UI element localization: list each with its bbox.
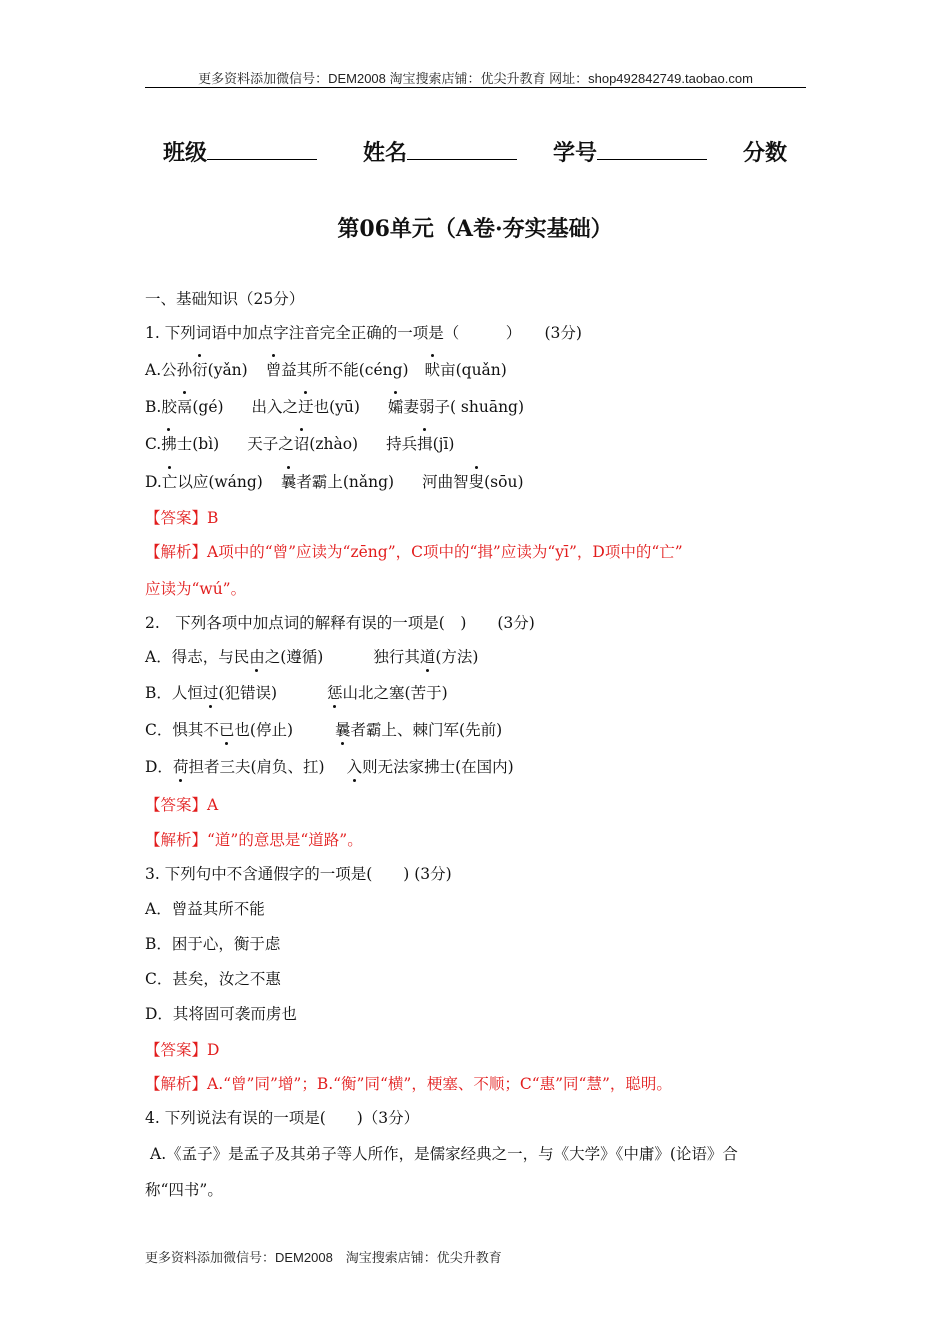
text: 士(bì) — [176, 435, 220, 453]
text: 河曲智 — [422, 473, 469, 491]
q3-option-b: B．困于心，衡于虑 — [145, 935, 281, 953]
q4-option-a-line1: A.《孟子》是孟子及其弟子等人所作，是儒家经典之一，与《大学》《中庸》(论语》合 — [150, 1145, 738, 1163]
q2-option-b — [145, 681, 448, 703]
q1-answer: 【答案】B — [145, 509, 219, 527]
student-id-blank[interactable] — [597, 139, 707, 160]
text: (zhào) — [309, 435, 359, 453]
dotted-char: 衍 — [192, 358, 208, 380]
text: 山北之塞(苦于) — [342, 684, 448, 702]
text: 持兵 — [386, 435, 418, 453]
name-label: 姓名 — [363, 140, 408, 166]
dotted-char: 过 — [203, 681, 219, 703]
q1-stem: 1. 下列词语中加点字注音完全正确的一项是（ ） (3分) — [145, 324, 582, 342]
q3-stem: 3. 下列句中不含通假字的一项是( ) (3分) — [145, 865, 452, 883]
text: B.胶 — [145, 398, 177, 416]
q2-option-c — [145, 718, 502, 740]
text: 出入之 — [251, 398, 299, 416]
dotted-char: 入 — [347, 755, 363, 777]
score-field — [743, 136, 787, 167]
dotted-char: 孀 — [388, 395, 404, 417]
dotted-char: 曾 — [266, 358, 282, 380]
q3-option-c: C．甚矣，汝之不惠 — [145, 970, 281, 988]
q1-option-d — [145, 470, 524, 492]
q1-option-b — [145, 395, 524, 417]
q2-option-d — [145, 755, 514, 777]
q1-analysis-line2: 应读为“wú”。 — [145, 580, 247, 598]
q3-option-d: D．其将固可袭而虏也 — [145, 1005, 297, 1023]
text: 以应(wáng) — [177, 473, 263, 491]
q4-option-a-line2: 称“四书”。 — [145, 1181, 223, 1199]
text: A．得志，与民 — [145, 648, 250, 666]
dotted-char: 由 — [249, 645, 265, 667]
q2-option-a — [145, 645, 478, 667]
text: B．人恒 — [145, 684, 203, 702]
text: (jī) — [432, 435, 455, 453]
text: 者霸上、棘门军(先前) — [350, 721, 503, 739]
name-field — [363, 136, 517, 167]
text: 也(停止) — [234, 721, 293, 739]
text: 之(遵循) — [264, 648, 324, 666]
text: (gé) — [192, 398, 224, 416]
q1-option-a — [145, 358, 507, 380]
text: C. — [145, 435, 162, 453]
dotted-char: 拂 — [161, 432, 177, 454]
text: (yǎn) — [207, 361, 248, 379]
dotted-char: 鬲 — [177, 395, 193, 417]
dotted-char: 亡 — [162, 470, 178, 492]
text: 妻弱子( shuāng) — [403, 398, 525, 416]
dotted-char: 诏 — [294, 432, 310, 454]
q2-answer: 【答案】A — [145, 796, 219, 814]
dotted-char: 已 — [219, 718, 235, 740]
text: 独行其 — [373, 648, 420, 666]
class-label: 班级 — [163, 140, 208, 166]
q1-analysis-line1: 【解析】A项中的“曾”应读为“zēng”，C项中的“揖”应读为“yī”，D项中的“亡” — [145, 543, 683, 561]
dotted-char: 惩 — [327, 681, 343, 703]
text: C．惧其不 — [145, 721, 219, 739]
q4-stem: 4. 下列说法有误的一项是( )（3分） — [145, 1109, 420, 1127]
q2-stem: 2. 下列各项中加点词的解释有误的一项是( ) (3分) — [145, 614, 535, 632]
class-field — [163, 136, 317, 167]
student-id-field — [553, 136, 707, 167]
text: D． — [145, 758, 173, 776]
header-divider — [145, 87, 806, 88]
dotted-char: 荷 — [173, 755, 189, 777]
text: 则无法家拂士(在国内) — [362, 758, 514, 776]
text: (方法) — [435, 648, 479, 666]
text: (犯错误) — [218, 684, 278, 702]
dotted-char: 道 — [420, 645, 436, 667]
text: 天子之 — [247, 435, 294, 453]
q3-option-a: A．曾益其所不能 — [145, 900, 265, 918]
page-header: 更多资料添加微信号：DEM2008 淘宝搜索店铺：优尖升教育 网址：shop492842749.taobao.com — [198, 71, 753, 86]
text: A.公孙 — [145, 361, 193, 379]
student-id-label: 学号 — [553, 140, 598, 166]
dotted-char: 揖 — [417, 432, 433, 454]
unit-title: 第06单元（A卷·夯实基础） — [337, 216, 613, 242]
text: (sōu) — [484, 473, 524, 491]
dotted-char: 畎 — [425, 358, 441, 380]
name-blank[interactable] — [407, 139, 517, 160]
text: 者霸上(nǎng) — [296, 473, 395, 491]
score-label: 分数 — [743, 140, 788, 166]
page-footer: 更多资料添加微信号：DEM2008 淘宝搜索店铺：优尖升教育 — [145, 1250, 502, 1265]
text: 也(yū) — [313, 398, 360, 416]
dotted-char: 叟 — [469, 470, 485, 492]
text: 亩(quǎn) — [440, 361, 507, 379]
dotted-char: 迂 — [298, 395, 314, 417]
q3-analysis: 【解析】A.“曾”同”增”；B.“衡”同“横”，梗塞、不顺；C“惠”同“慧”，聪明。 — [145, 1075, 672, 1093]
class-blank[interactable] — [207, 139, 317, 160]
dotted-char: 曩 — [281, 470, 297, 492]
q3-answer: 【答案】D — [145, 1041, 220, 1059]
text: 担者三夫(肩负、扛) — [188, 758, 325, 776]
dotted-char: 曩 — [335, 718, 351, 740]
text: 益其所不能(céng) — [281, 361, 409, 379]
text: D. — [145, 473, 162, 491]
section-heading: 一、基础知识（25分） — [145, 290, 305, 308]
q2-analysis: 【解析】“道”的意思是“道路”。 — [145, 831, 363, 849]
q1-option-c — [145, 432, 454, 454]
